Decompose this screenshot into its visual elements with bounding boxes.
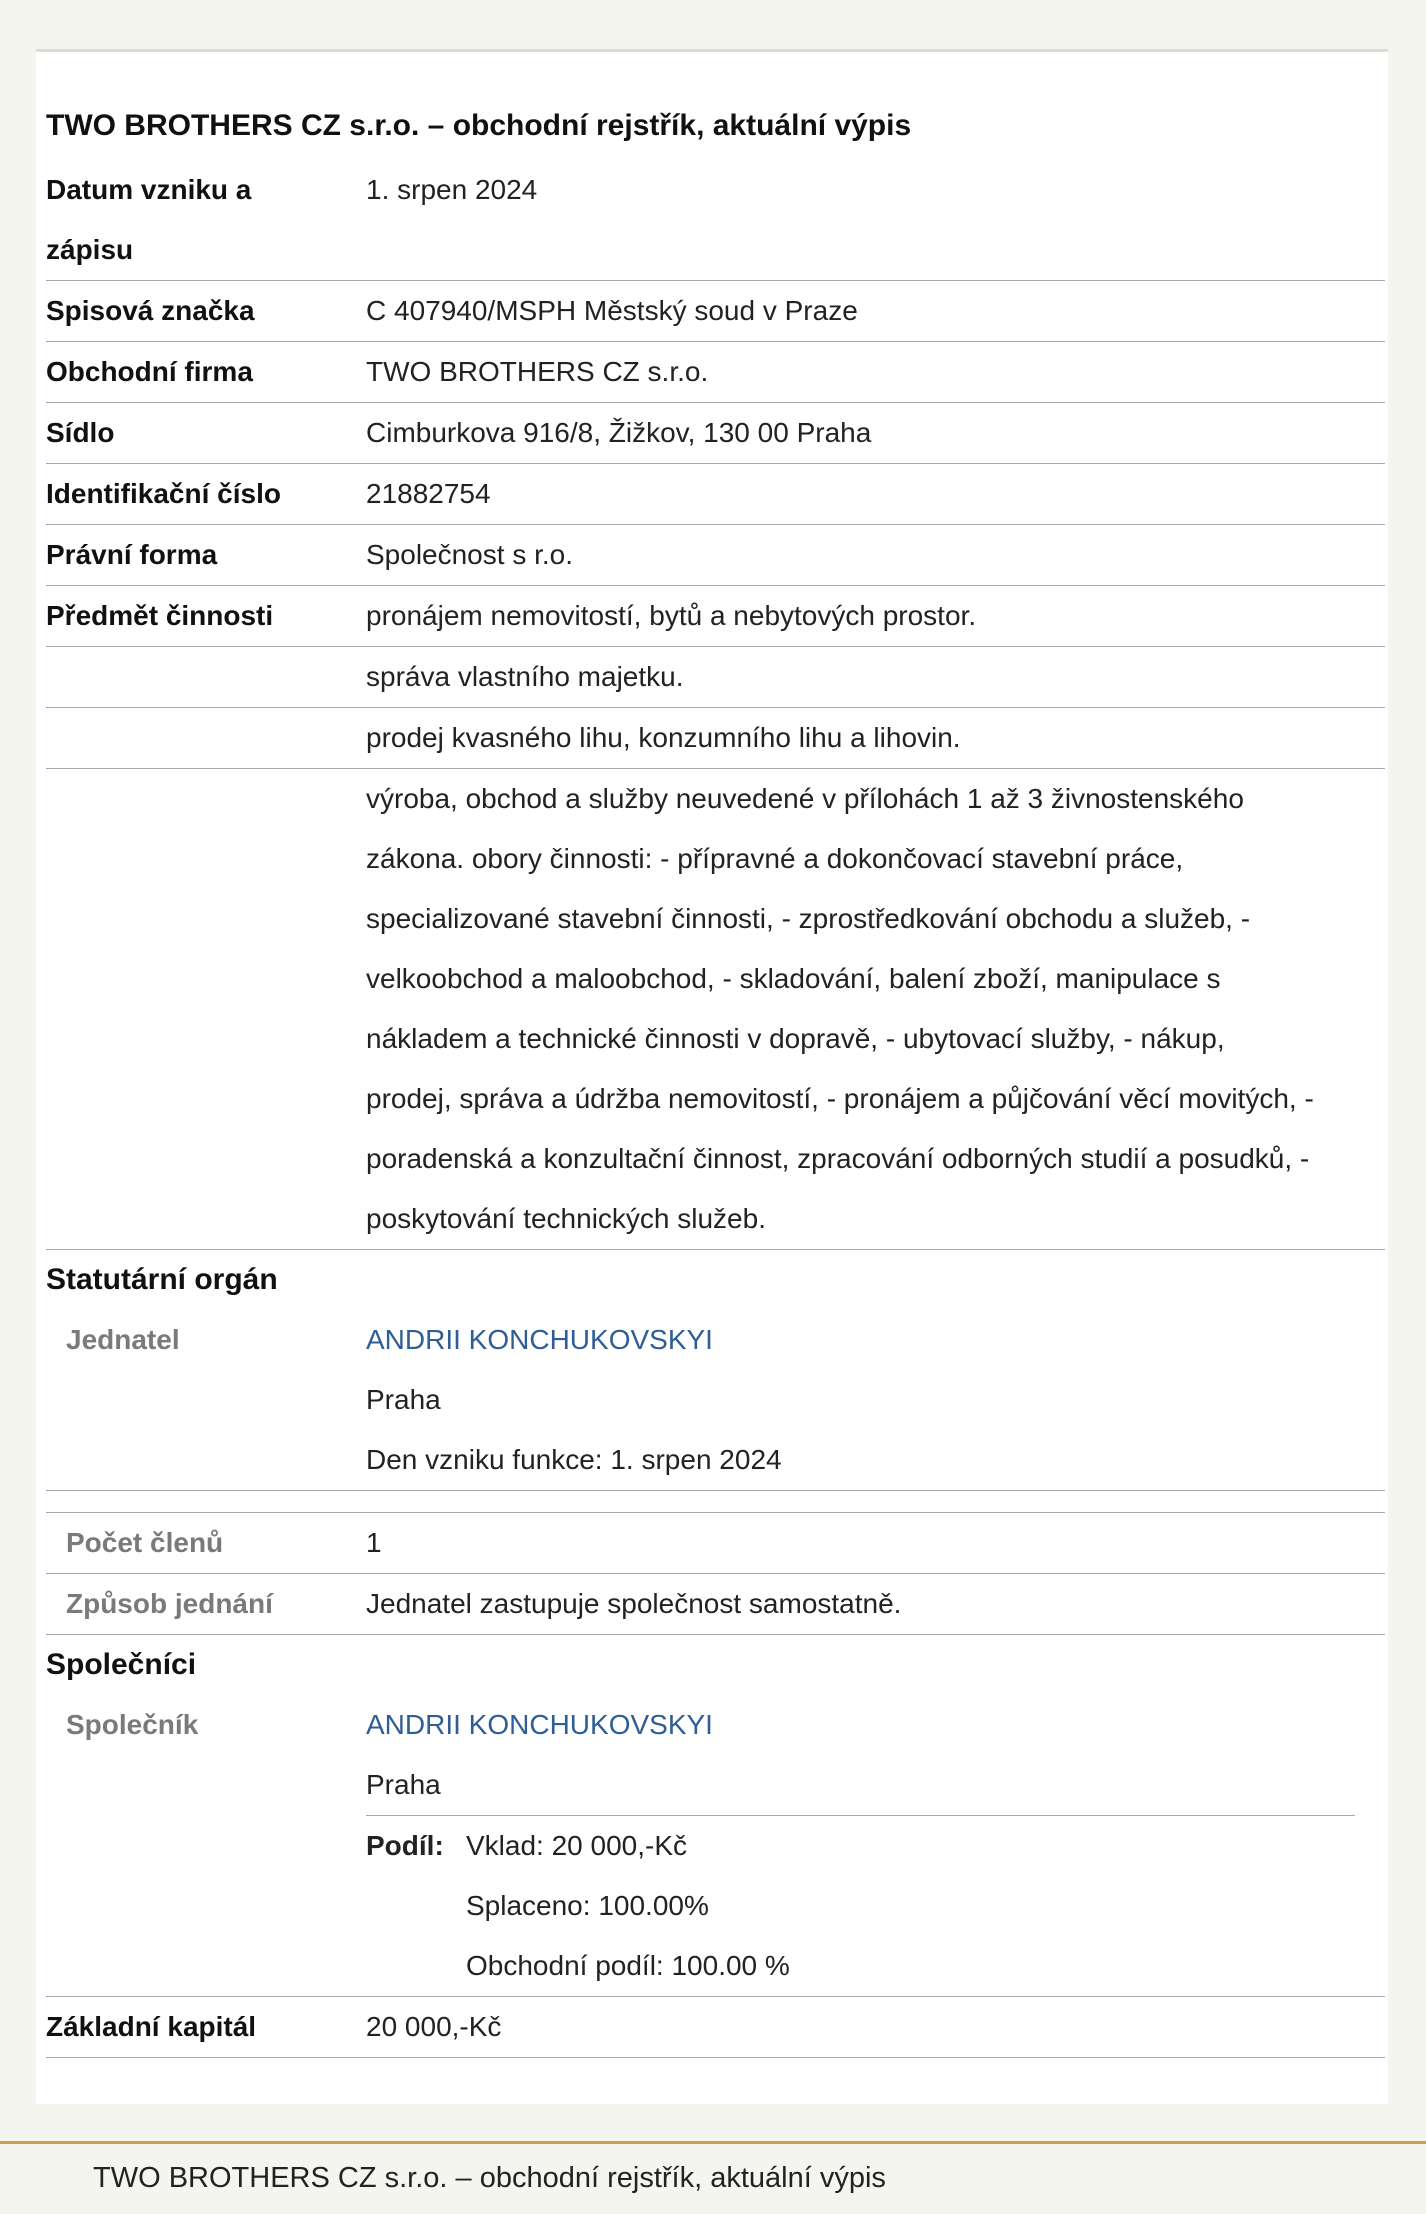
value-pravni-forma: Společnost s r.o. [366, 525, 1385, 586]
value-jednatel [366, 1310, 1385, 1491]
page-title: TWO BROTHERS CZ s.r.o. – obchodní rejstřík, aktuální výpis [46, 109, 912, 142]
row-pravni-forma [46, 525, 1385, 586]
heading-statutarni-organ: Statutární orgán [46, 1263, 278, 1296]
row-pocet-clenu [46, 1513, 1385, 1574]
row-zpusob-jednani [46, 1574, 1385, 1635]
value-predmet-cinnosti-2: správa vlastního majetku. [366, 647, 1385, 708]
label-predmet-cinnosti: Předmět činnosti [46, 586, 366, 647]
row-jednatel [46, 1310, 1385, 1491]
value-spolecnik [366, 1695, 1385, 1997]
label-pravni-forma: Právní forma [46, 525, 366, 586]
jednatel-city: Praha [366, 1384, 441, 1415]
value-sidlo: Cimburkova 916/8, Žižkov, 130 00 Praha [366, 403, 1385, 464]
value-obchodni-firma: TWO BROTHERS CZ s.r.o. [366, 342, 1385, 403]
row-spisova-znacka [46, 281, 1385, 342]
row-sidlo [46, 403, 1385, 464]
row-predmet-cinnosti-1 [46, 586, 1385, 647]
podil-vklad: Vklad: 20 000,-Kč [466, 1830, 688, 1861]
jednatel-name-link[interactable]: ANDRII KONCHUKOVSKYI [366, 1324, 713, 1355]
jednatel-since: Den vzniku funkce: 1. srpen 2024 [366, 1444, 782, 1475]
row-predmet-cinnosti-4 [46, 769, 1385, 1250]
footer [0, 2141, 1426, 2214]
row-obchodni-firma [46, 342, 1385, 403]
value-predmet-cinnosti-4: výroba, obchod a služby neuvedené v přílohách 1 až 3 živnostenského zákona. obory činnosti: - přípravné a dokončovací stavební práce, specializované stavební činnosti, - zprostředkování obchodu a služeb, - velkoobchod a maloobchod, - skladování, balení zboží, manipulace s nákladem a technické činnosti v dopravě, - ubytovací služby, - nákup, prodej, správa a údržba nemovitostí, - pronájem a půjčování věcí movitých, - poradenská a konzultační činnost, zpracování odborných studií a posudků, - poskytování technických služeb. [366, 769, 1385, 1250]
label-spolecnik: Společník [46, 1695, 366, 1997]
row-predmet-cinnosti-3 [46, 708, 1385, 769]
row-zakladni-kapital [46, 1997, 1385, 2058]
value-predmet-cinnosti-1: pronájem nemovitostí, bytů a nebytových prostor. [366, 586, 1385, 647]
podil-splaceno: Splaceno: 100.00% [466, 1890, 709, 1921]
spolecnik-name-link[interactable]: ANDRII KONCHUKOVSKYI [366, 1709, 713, 1740]
label-sidlo: Sídlo [46, 403, 366, 464]
podil-block [366, 1815, 1355, 1996]
value-spisova-znacka: C 407940/MSPH Městský soud v Praze [366, 281, 1385, 342]
row-spolecnik [46, 1695, 1385, 1997]
value-zpusob-jednani: Jednatel zastupuje společnost samostatně. [366, 1574, 1385, 1635]
row-datum-vzniku [46, 160, 1385, 281]
label-ico: Identifikační číslo [46, 464, 366, 525]
podil-obchodni-podil: Obchodní podíl: 100.00 % [466, 1950, 790, 1981]
value-ico: 21882754 [366, 464, 1385, 525]
label-obchodni-firma: Obchodní firma [46, 342, 366, 403]
section-spolecnici [46, 1635, 1385, 1696]
value-pocet-clenu: 1 [366, 1513, 1385, 1574]
podil-label: Podíl: [366, 1830, 444, 1861]
label-spisova-znacka: Spisová značka [46, 281, 366, 342]
label-zakladni-kapital: Základní kapitál [46, 1997, 366, 2058]
label-zpusob-jednani: Způsob jednání [46, 1574, 366, 1635]
row-ico [46, 464, 1385, 525]
spolecnik-city: Praha [366, 1769, 441, 1800]
value-datum-vzniku: 1. srpen 2024 [366, 160, 1385, 281]
podil-values [466, 1816, 790, 1996]
value-zakladni-kapital: 20 000,-Kč [366, 1997, 1385, 2058]
footer-text: TWO BROTHERS CZ s.r.o. – obchodní rejstřík, aktuální výpis [93, 2162, 886, 2194]
value-predmet-cinnosti-3: prodej kvasného lihu, konzumního lihu a lihovin. [366, 708, 1385, 769]
row-predmet-cinnosti-2 [46, 647, 1385, 708]
register-table [46, 160, 1385, 2058]
section-statutarni-organ [46, 1250, 1385, 1311]
label-jednatel: Jednatel [46, 1310, 366, 1491]
register-content [46, 98, 1385, 2058]
label-pocet-clenu: Počet členů [46, 1513, 366, 1574]
register-page [36, 49, 1388, 2104]
label-datum-vzniku: Datum vzniku a zápisu [46, 160, 366, 281]
heading-spolecnici: Společníci [46, 1648, 197, 1681]
